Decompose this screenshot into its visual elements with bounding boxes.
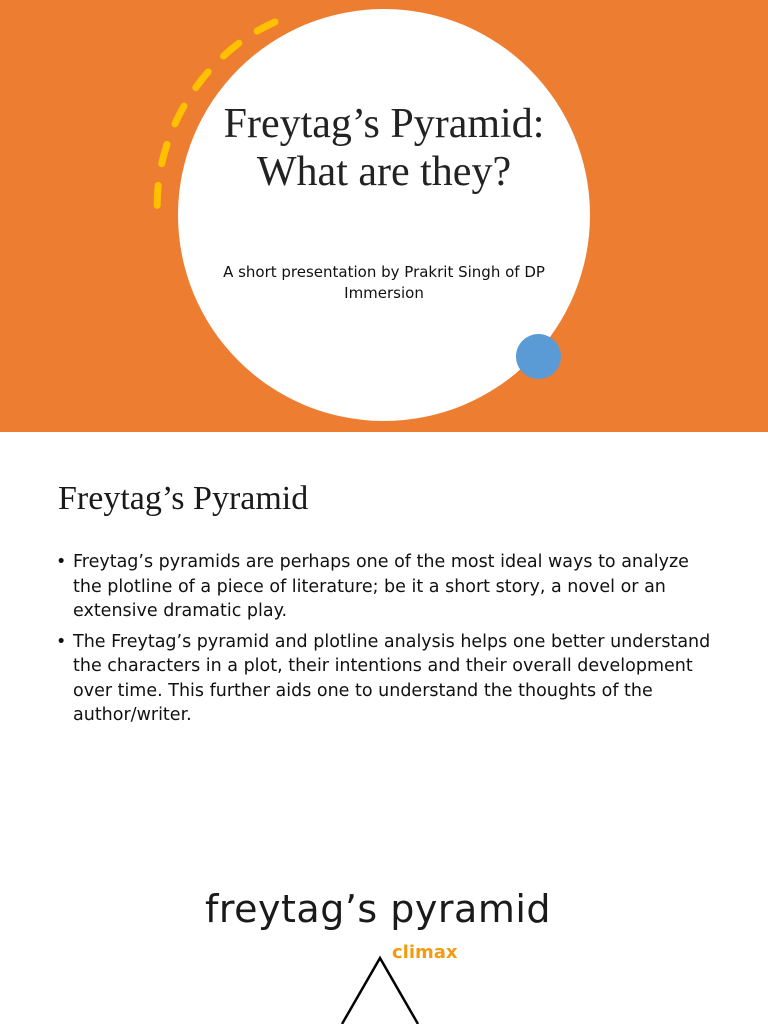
bullet-dot: •: [56, 552, 67, 572]
bullet-item: [56, 630, 716, 728]
content-slide: [0, 432, 768, 1024]
bullet-text: The Freytag’s pyramid and plotline analysis helps one better understand the characters in a plot, their intentions and their overall development over time. This further aids one to understand the thoughts of the author/writer.: [73, 631, 711, 725]
bullet-text: Freytag’s pyramids are perhaps one of the most ideal ways to analyze the plotline of a piece of literature; be it a short story, a novel or an extensive dramatic play.: [73, 552, 689, 621]
bullet-item: [56, 550, 716, 624]
slide-title: Freytag’s Pyramid: What are they?: [223, 101, 545, 195]
pyramid-triangle: [342, 958, 418, 1024]
title-slide: [0, 0, 768, 432]
slide-heading: Freytag’s Pyramid: [58, 480, 309, 517]
pyramid-figure-title: freytag’s pyramid: [205, 887, 552, 931]
slide-subtitle: A short presentation by Prakrit Singh of DP Immersion: [223, 263, 545, 302]
blue-dot-decoration: [516, 334, 561, 379]
bullet-dot: •: [56, 631, 67, 652]
pyramid-diagram: [330, 952, 450, 1024]
bullet-list: [56, 550, 716, 734]
climax-label: climax: [392, 942, 458, 963]
